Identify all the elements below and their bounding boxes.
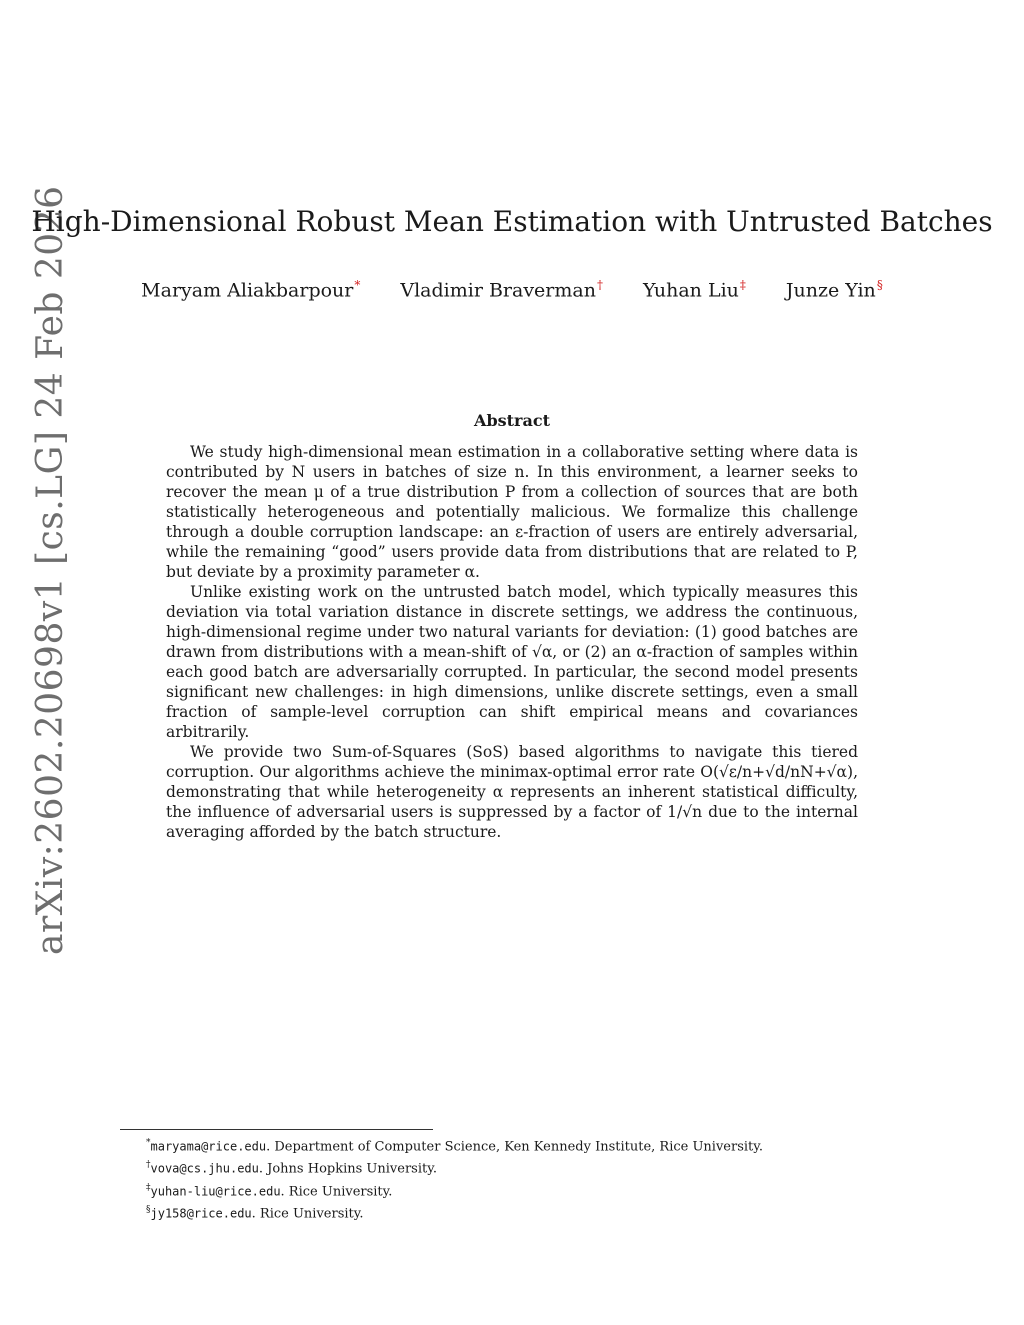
footnote: ‡yuhan-liu@rice.edu. Rice University. — [146, 1182, 393, 1199]
email-link[interactable]: yuhan-liu@rice.edu — [150, 1183, 281, 1198]
author: Vladimir Braverman† — [400, 278, 603, 302]
footnotes — [146, 1134, 906, 1223]
abstract-paragraph: Unlike existing work on the untrusted batch model, which typically measures this deviation via total variation distance in discrete settings, we address the continuous, high-dimensional regime under two natural variants for deviation: (1) good batches are drawn from distributions with a mean-shift of √α, or (2) an α-fraction of samples within each good batch are adversarially corrupted. In particular, the second model presents significant new challenges: in high dimensions, unlike discrete settings, even a small fraction of sample-level corruption can shift empirical means and covariances arbitrarily. — [166, 583, 858, 741]
abstract-paragraph: We study high-dimensional mean estimation in a collaborative setting where data is contributed by N users in batches of size n. In this environment, a learner seeks to recover the mean μ of a true distribution P from a collection of sources that are both statistically heterogeneous and potentially malicious. We formalize this challenge through a double corruption landscape: an ε-fraction of users are entirely adversarial, while the remaining “good” users provide data from distributions that are related to P, but deviate by a proximity parameter α. — [166, 443, 858, 581]
footnote: †vova@cs.jhu.edu. Johns Hopkins University. — [146, 1160, 437, 1177]
author: Yuhan Liu‡ — [642, 278, 746, 302]
author: Maryam Aliakbarpour* — [141, 278, 361, 302]
abstract-body — [166, 442, 858, 842]
abstract-paragraph: We provide two Sum-of-Squares (SoS) based algorithms to navigate this tiered corruption. Our algorithms achieve the minimax-optimal error rate O(√ε/n+√d/nN+√α), demonstrating that while heterogeneity α represents an inherent statistical difficulty, the influence of adversarial users is suppressed by a factor of 1/√n due to the internal averaging afforded by the batch structure. — [166, 743, 858, 841]
author-list — [0, 278, 1024, 301]
email-link[interactable]: vova@cs.jhu.edu — [150, 1161, 259, 1176]
footnote: §jy158@rice.edu. Rice University. — [146, 1204, 364, 1222]
paper-title: High-Dimensional Robust Mean Estimation with Untrusted Batches — [31, 205, 993, 238]
arxiv-identifier: arXiv:2602.20698v1 [cs.LG] 24 Feb 2026 — [30, 185, 71, 955]
email-link[interactable]: jy158@rice.edu — [150, 1206, 252, 1221]
abstract-heading: Abstract — [474, 411, 550, 430]
author: Junze Yin§ — [785, 278, 883, 302]
footnote-divider — [120, 1129, 433, 1130]
email-link[interactable]: maryama@rice.edu — [150, 1139, 267, 1154]
footnote: *maryama@rice.edu. Department of Computer Science, Ken Kennedy Institute, Rice University. — [146, 1138, 764, 1155]
